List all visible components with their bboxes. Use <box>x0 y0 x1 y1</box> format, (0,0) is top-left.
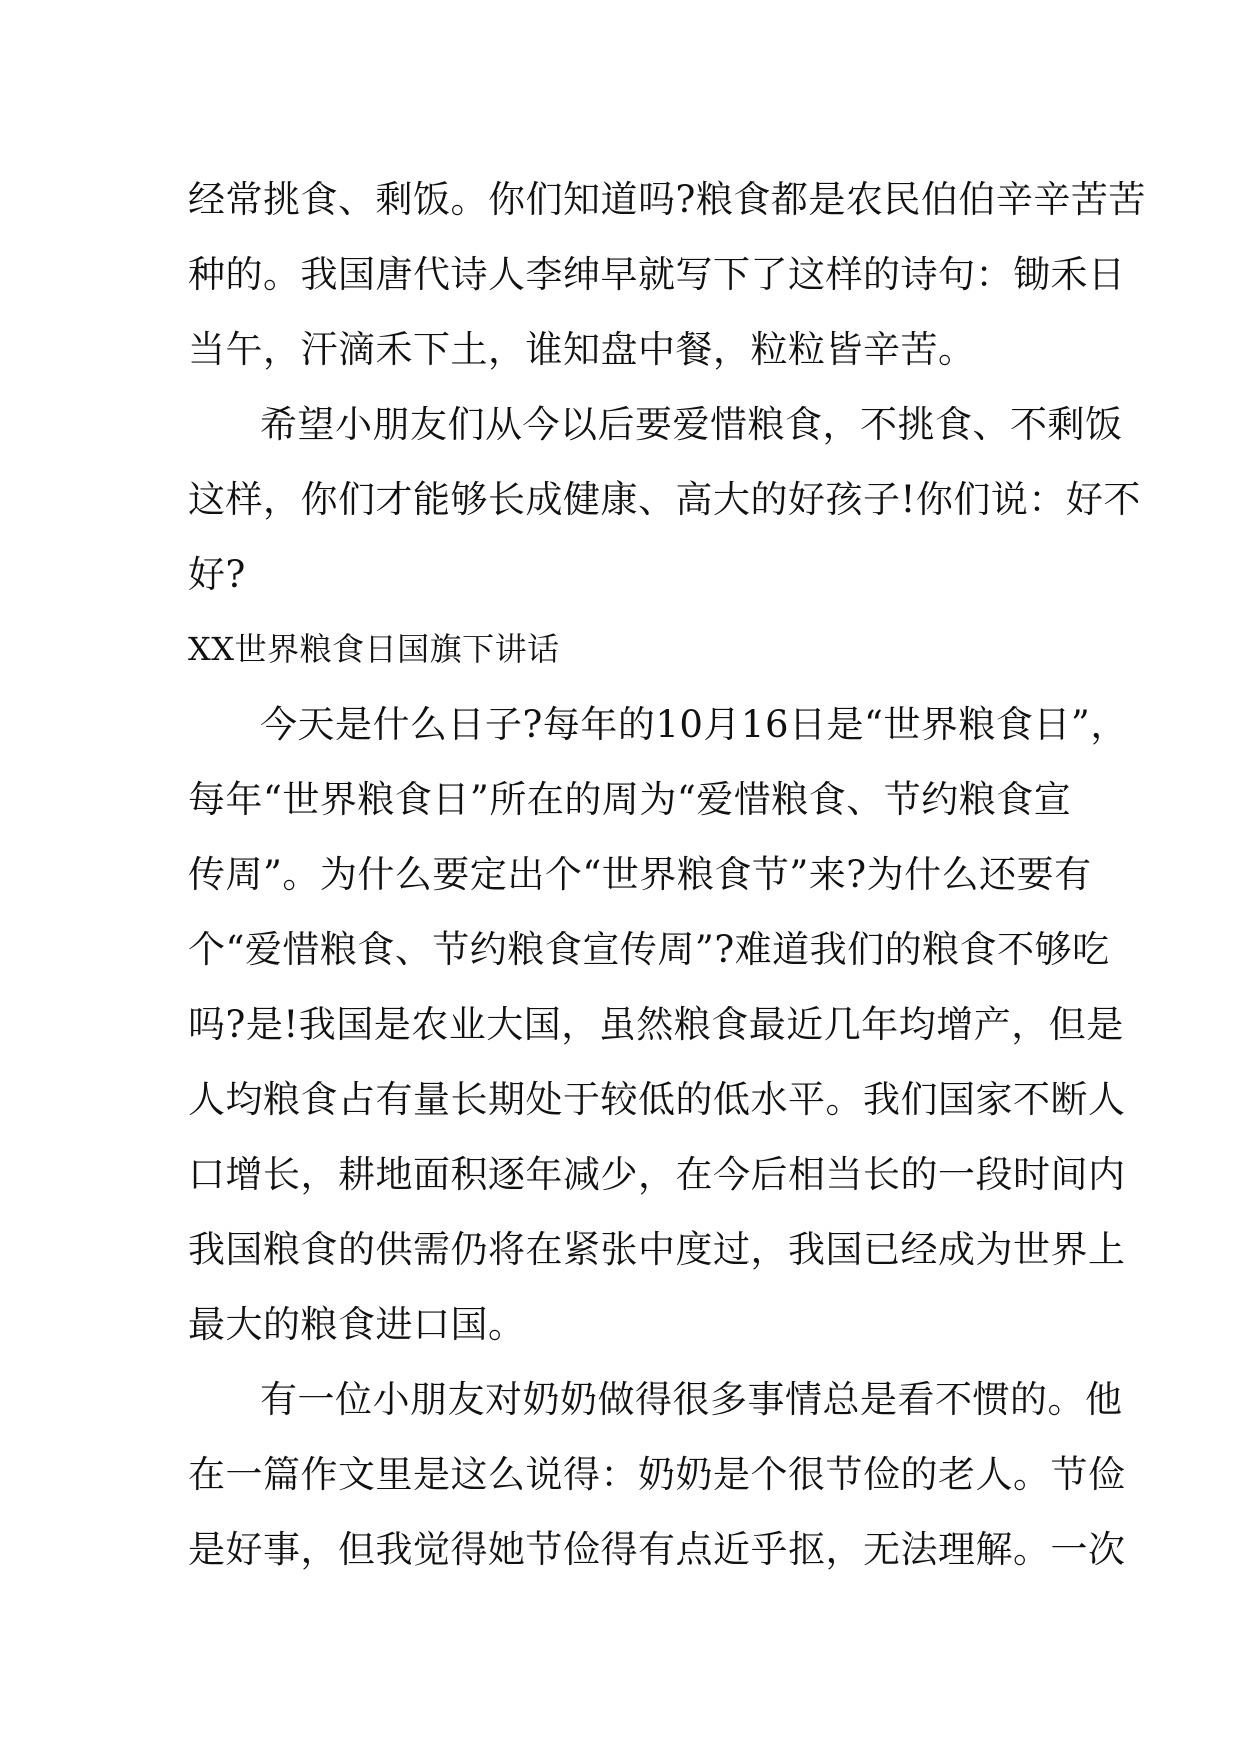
text-line: 这样，你们才能够长成健康、高大的好孩子!你们说：好不 <box>188 478 1141 521</box>
text-line: 每年“世界粮食日”所在的周为“爱惜粮食、节约粮食宣 <box>188 778 1072 821</box>
paragraph-4 <box>188 1362 1126 1587</box>
text-line: 传周”。为什么要定出个“世界粮食节”来?为什么还要有 <box>188 853 1092 896</box>
text-line: 当午，汗滴禾下土，谁知盘中餐，粒粒皆辛苦。 <box>188 328 976 371</box>
text-line: 种的。我国唐代诗人李绅早就写下了这样的诗句：锄禾日 <box>188 253 1126 296</box>
text-line: 吗?是!我国是农业大国，虽然粮食最近几年均增产，但是 <box>188 1003 1124 1046</box>
text-line: 有一位小朋友对奶奶做得很多事情总是看不惯的。他 <box>260 1378 1123 1421</box>
paragraph-3 <box>188 687 1128 1362</box>
text-line: 希望小朋友们从今以后要爱惜粮食，不挑食、不剩饭 <box>260 403 1123 446</box>
text-line: 今天是什么日子?每年的10月16日是“世界粮食日”， <box>260 703 1128 746</box>
text-line: 我国粮食的供需仍将在紧张中度过，我国已经成为世界上 <box>188 1228 1126 1271</box>
text-line: 是好事，但我觉得她节俭得有点近乎抠，无法理解。一次 <box>188 1528 1126 1571</box>
paragraph-1 <box>188 162 1146 387</box>
paragraph-2 <box>188 387 1141 612</box>
text-line: 人均粮食占有量长期处于较低的低水平。我们国家不断人 <box>188 1078 1126 1121</box>
heading-text: XX世界粮食日国旗下讲话 <box>188 630 560 668</box>
text-line: 个“爱惜粮食、节约粮食宣传周”?难道我们的粮食不够吃 <box>188 928 1110 971</box>
text-line: 好? <box>188 553 246 596</box>
text-line: 在一篇作文里是这么说得：奶奶是个很节俭的老人。节俭 <box>188 1453 1126 1496</box>
text-line: 经常挑食、剩饭。你们知道吗?粮食都是农民伯伯辛辛苦苦 <box>188 178 1146 221</box>
text-line: 最大的粮食进口国。 <box>188 1303 526 1346</box>
text-line: 口增长，耕地面积逐年减少，在今后相当长的一段时间内 <box>188 1153 1126 1196</box>
section-heading <box>188 612 1058 687</box>
document-page <box>188 162 1146 1587</box>
